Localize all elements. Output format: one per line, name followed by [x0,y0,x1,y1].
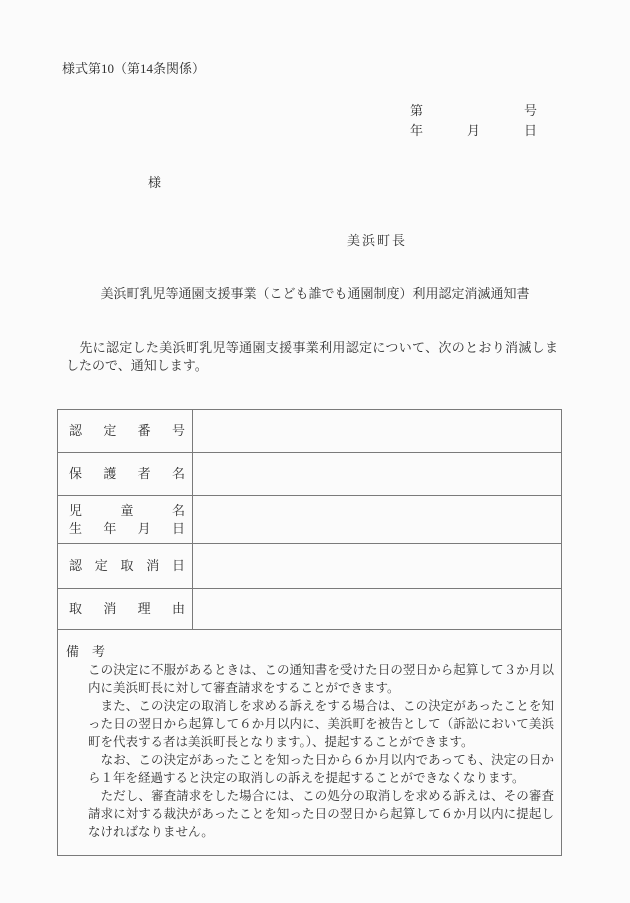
remarks-body [88,661,554,841]
date-month-label: 月 [466,123,480,138]
table-row-cancellation-date [58,543,561,588]
table-row-guardian-name [58,452,561,495]
row-label: 取 消 理 由 [58,589,193,629]
doc-number-suffix: 号 [523,103,537,118]
field-value-cell [193,453,561,495]
field-value-cell [193,410,561,452]
row-label: 保 護 者 名 [58,453,193,495]
date-year-label: 年 [410,123,424,138]
table-row-cancellation-reason [58,588,561,629]
field-value-cell [193,496,561,543]
remarks-paragraph: この決定に不服があるときは、この通知書を受けた日の翌日から起算して３か月以内に美浜町長に対して審査請求をすることができます。 [88,663,554,695]
remarks-paragraph: なお、この決定があったことを知った日から６か月以内であっても、決定の日から１年を経過すると決定の取消しの訴えを提起することができなくなります。 [88,753,554,785]
table-row-child-name-birthdate [58,495,561,543]
doc-number-line [410,102,537,120]
body-paragraph: 先に認定した美浜町乳児等通園支援事業利用認定について、次のとおり消滅しましたので、通知します。 [66,340,558,373]
remarks-paragraph: ただし、審査請求をした場合には、この処分の取消しを求める訴えは、その審査請求に対する裁決があったことを知った日の翌日から起算して６か月以内に提起しなければなりません。 [88,789,554,839]
remarks-paragraph: また、この決定の取消しを求める訴えをする場合は、この決定があったことを知った日の翌日から起算して６か月以内に、美浜町を被告として（訴訟において美浜町を代表する者は美浜町長となります。）、提起することができます。 [88,699,554,749]
field-value-cell [193,544,561,588]
row-label: 児 童 名 生 年 月 日 [58,496,193,543]
addressee-honorific: 様 [148,175,162,190]
date-day-label: 日 [523,123,537,138]
document-title: 美浜町乳児等通園支援事業（こども誰でも通園制度）利用認定消滅通知書 [100,286,530,301]
form-number: 様式第10（第14条関係） [62,61,206,76]
remarks-section [58,629,561,855]
detail-table [57,409,562,856]
row-label: 認 定 取 消 日 [58,544,193,588]
table-row-certification-number [58,410,561,452]
remarks-title: 備 考 [66,644,106,659]
sender-title: 美浜町長 [347,233,408,248]
row-label: 認 定 番 号 [58,410,193,452]
date-line [410,122,537,140]
doc-number-prefix: 第 [410,103,424,118]
field-value-cell [193,589,561,629]
